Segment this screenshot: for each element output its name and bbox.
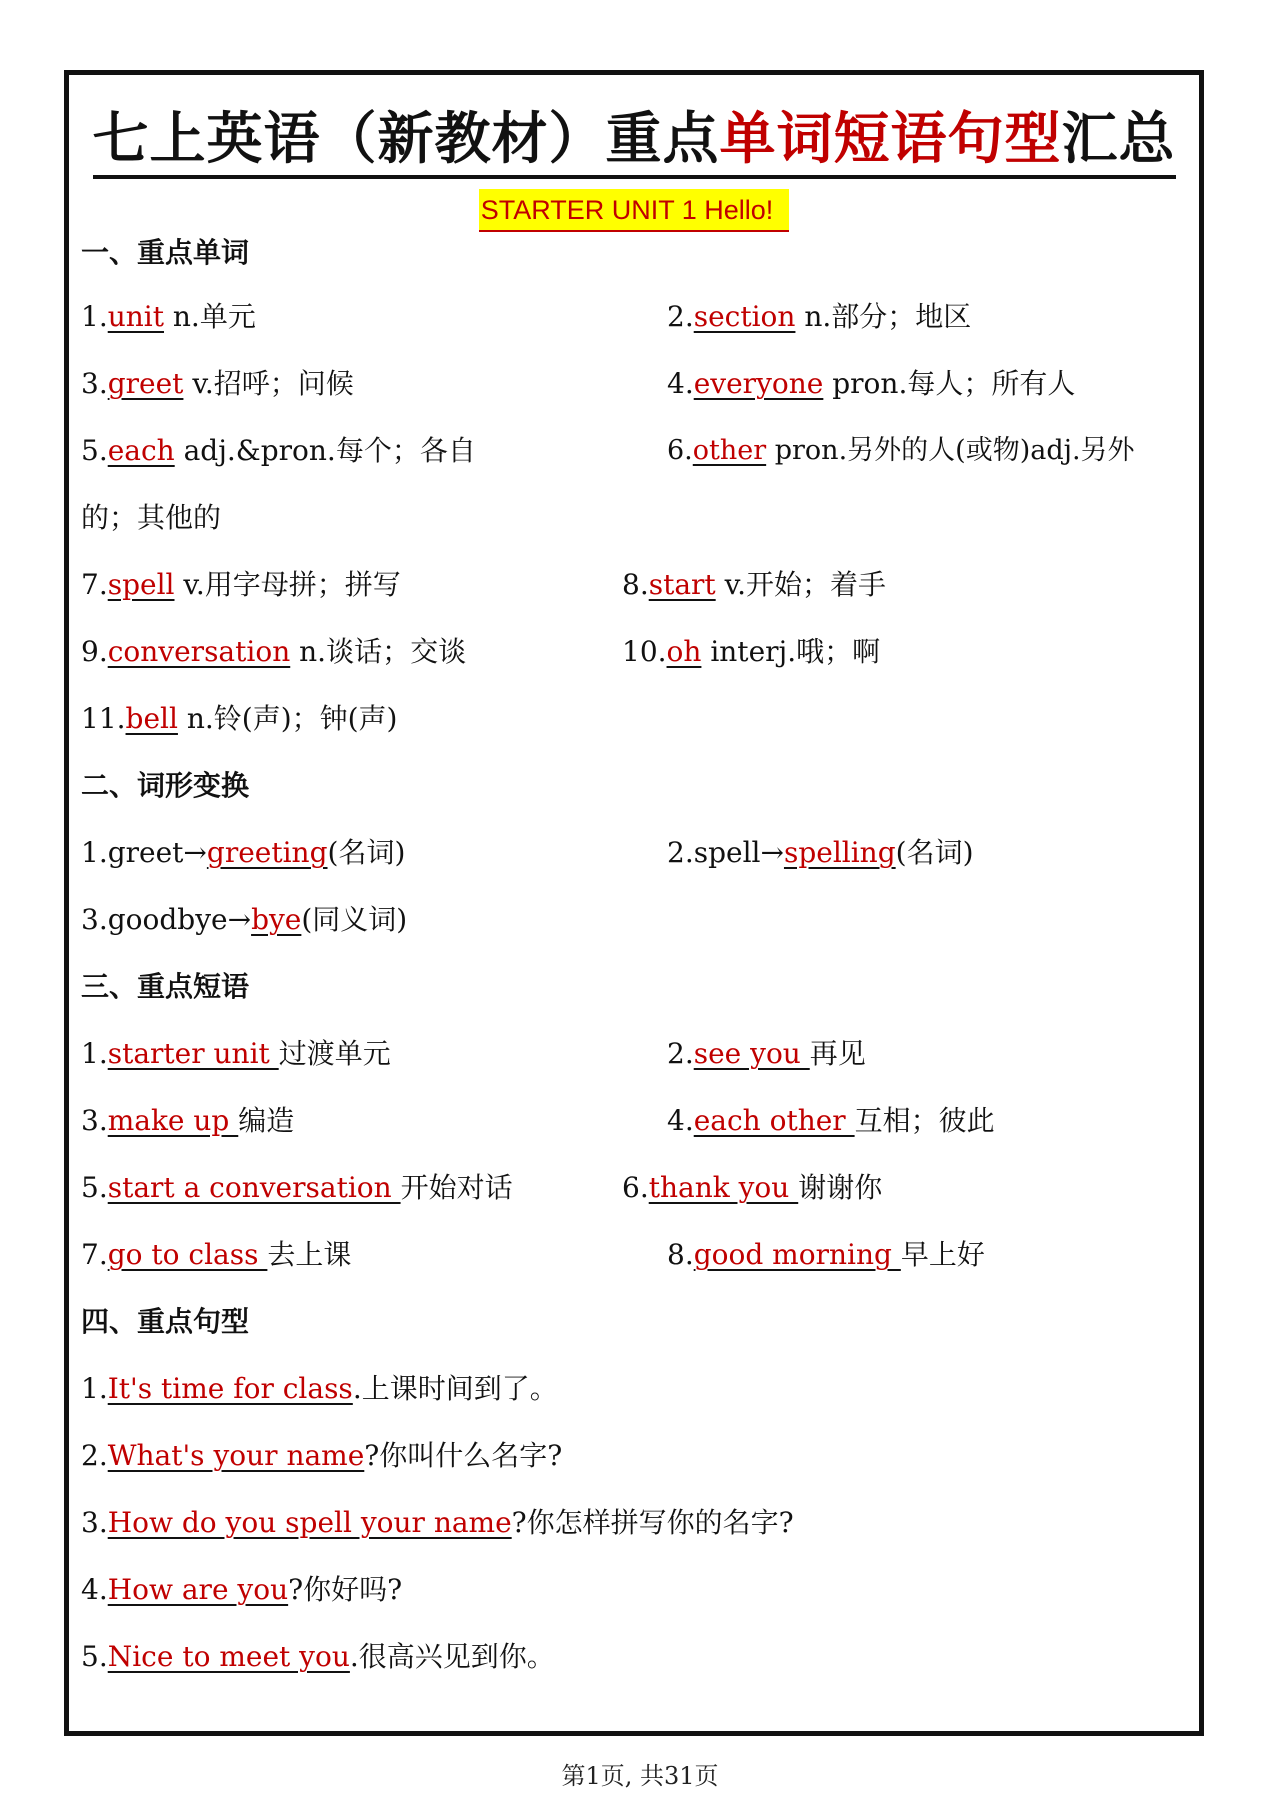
unit-title: STARTER UNIT 1 Hello!	[479, 189, 790, 232]
word-item: 11.bell n.铃(声)；钟(声)	[81, 702, 398, 735]
phrase-item: 7.go to class 去上课	[81, 1238, 352, 1271]
sentence-item: 1.It's time for class.上课时间到了。	[81, 1372, 558, 1405]
phrase-item: 5.start a conversation 开始对话	[81, 1171, 513, 1204]
phrase-item: 4.each other 互相；彼此	[667, 1104, 995, 1137]
title-part-2: 单词短语句型	[719, 106, 1062, 172]
word-item: 2.section n.部分；地区	[667, 300, 972, 333]
unit-banner	[69, 189, 1199, 232]
title-part-3: 汇总	[1061, 106, 1176, 172]
page-title	[69, 103, 1199, 179]
phrase-item: 3.make up 编造	[81, 1104, 295, 1137]
title-part-1: 七上英语（新教材）重点	[92, 106, 720, 172]
phrase-item: 8.good morning 早上好	[667, 1238, 985, 1271]
word-item: 6.other pron.另外的人(或物)adj.另外	[667, 435, 1135, 466]
form-item: 3.goodbye→bye(同义词)	[81, 903, 408, 936]
sentence-item: 3.How do you spell your name?你怎样拼写你的名字?	[81, 1506, 794, 1539]
word-item: 1.unit n.单元	[81, 300, 256, 333]
word-item: 5.each adj.&pron.每个；各自	[81, 434, 476, 467]
sentence-item: 2.What's your name?你叫什么名字?	[81, 1439, 563, 1472]
word-item: 3.greet v.招呼；问候	[81, 367, 354, 400]
word-item: 9.conversation n.谈话；交谈	[81, 635, 467, 668]
phrase-item: 6.thank you 谢谢你	[622, 1171, 883, 1204]
word-item: 10.oh interj.哦；啊	[622, 635, 881, 668]
word-item-continuation: 的；其他的	[81, 501, 222, 534]
phrase-item: 2.see you 再见	[667, 1037, 866, 1070]
section-heading-sentences: 四、重点句型	[81, 1305, 250, 1338]
page-footer: 第1页, 共31页	[561, 1762, 719, 1790]
form-item: 2.spell→spelling(名词)	[667, 836, 974, 869]
phrase-item: 1.starter unit 过渡单元	[81, 1037, 391, 1070]
word-item: 7.spell v.用字母拼；拼写	[81, 568, 401, 601]
word-item: 8.start v.开始；着手	[622, 568, 886, 601]
sentence-item: 4.How are you?你好吗?	[81, 1573, 403, 1606]
form-item: 1.greet→greeting(名词)	[81, 836, 406, 869]
page-frame	[64, 70, 1204, 1736]
sentence-item: 5.Nice to meet you.很高兴见到你。	[81, 1640, 555, 1673]
section-heading-phrases: 三、重点短语	[81, 970, 250, 1003]
section-heading-forms: 二、词形变换	[81, 769, 250, 802]
section-heading-words: 一、重点单词	[81, 236, 250, 269]
word-item: 4.everyone pron.每人；所有人	[667, 367, 1076, 400]
